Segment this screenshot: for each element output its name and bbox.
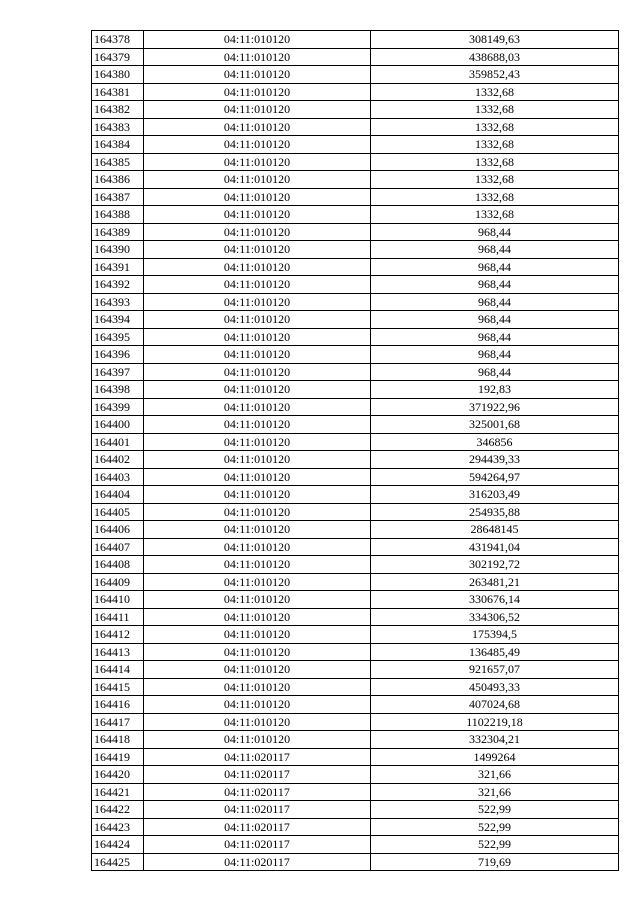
table-row (92, 293, 619, 311)
cadastral-code-cell: 04:11:010120 (144, 451, 371, 469)
amount-cell: 968,44 (371, 223, 619, 241)
amount-cell: 294439,33 (371, 451, 619, 469)
table-row (92, 643, 619, 661)
table-row (92, 276, 619, 294)
row-id-cell: 164401 (92, 433, 144, 451)
amount-cell: 192,83 (371, 381, 619, 399)
table-row (92, 223, 619, 241)
amount-cell: 719,69 (371, 853, 619, 871)
cadastral-code-cell: 04:11:020117 (144, 801, 371, 819)
table-row (92, 678, 619, 696)
table-row (92, 416, 619, 434)
table-row (92, 118, 619, 136)
amount-cell: 968,44 (371, 311, 619, 329)
cadastral-code-cell: 04:11:010120 (144, 136, 371, 154)
table-row (92, 713, 619, 731)
amount-cell: 332304,21 (371, 731, 619, 749)
cadastral-code-cell: 04:11:010120 (144, 293, 371, 311)
amount-cell: 1499264 (371, 748, 619, 766)
row-id-cell: 164406 (92, 521, 144, 539)
cadastral-code-cell: 04:11:020117 (144, 748, 371, 766)
table-row (92, 783, 619, 801)
table-row (92, 398, 619, 416)
amount-cell: 1332,68 (371, 101, 619, 119)
row-id-cell: 164387 (92, 188, 144, 206)
row-id-cell: 164393 (92, 293, 144, 311)
amount-cell: 522,99 (371, 836, 619, 854)
row-id-cell: 164404 (92, 486, 144, 504)
amount-cell: 968,44 (371, 293, 619, 311)
row-id-cell: 164392 (92, 276, 144, 294)
amount-cell: 594264,97 (371, 468, 619, 486)
row-id-cell: 164419 (92, 748, 144, 766)
table-row (92, 311, 619, 329)
row-id-cell: 164407 (92, 538, 144, 556)
row-id-cell: 164408 (92, 556, 144, 574)
row-id-cell: 164379 (92, 48, 144, 66)
table-row (92, 696, 619, 714)
amount-cell: 254935,88 (371, 503, 619, 521)
cadastral-code-cell: 04:11:020117 (144, 818, 371, 836)
amount-cell: 921657,07 (371, 661, 619, 679)
amount-cell: 330676,14 (371, 591, 619, 609)
cadastral-code-cell: 04:11:010120 (144, 223, 371, 241)
cadastral-code-cell: 04:11:010120 (144, 591, 371, 609)
amount-cell: 407024,68 (371, 696, 619, 714)
amount-cell: 28648145 (371, 521, 619, 539)
table-row (92, 363, 619, 381)
table-row (92, 556, 619, 574)
table-row (92, 451, 619, 469)
cadastral-code-cell: 04:11:010120 (144, 171, 371, 189)
cadastral-code-cell: 04:11:010120 (144, 188, 371, 206)
row-id-cell: 164390 (92, 241, 144, 259)
row-id-cell: 164398 (92, 381, 144, 399)
row-id-cell: 164395 (92, 328, 144, 346)
amount-cell: 968,44 (371, 346, 619, 364)
amount-cell: 1102219,18 (371, 713, 619, 731)
row-id-cell: 164378 (92, 31, 144, 49)
row-id-cell: 164421 (92, 783, 144, 801)
amount-cell: 325001,68 (371, 416, 619, 434)
row-id-cell: 164389 (92, 223, 144, 241)
amount-cell: 450493,33 (371, 678, 619, 696)
row-id-cell: 164414 (92, 661, 144, 679)
row-id-cell: 164399 (92, 398, 144, 416)
table-row (92, 171, 619, 189)
row-id-cell: 164413 (92, 643, 144, 661)
cadastral-code-cell: 04:11:010120 (144, 538, 371, 556)
row-id-cell: 164405 (92, 503, 144, 521)
cadastral-code-cell: 04:11:010120 (144, 328, 371, 346)
table-row (92, 66, 619, 84)
row-id-cell: 164396 (92, 346, 144, 364)
amount-cell: 968,44 (371, 276, 619, 294)
cadastral-code-cell: 04:11:010120 (144, 503, 371, 521)
table-row (92, 468, 619, 486)
cadastral-code-cell: 04:11:010120 (144, 608, 371, 626)
amount-cell: 968,44 (371, 241, 619, 259)
amount-cell: 346856 (371, 433, 619, 451)
cadastral-code-cell: 04:11:010120 (144, 66, 371, 84)
table-row (92, 241, 619, 259)
row-id-cell: 164380 (92, 66, 144, 84)
cadastral-code-cell: 04:11:010120 (144, 661, 371, 679)
row-id-cell: 164386 (92, 171, 144, 189)
cadastral-code-cell: 04:11:020117 (144, 766, 371, 784)
row-id-cell: 164411 (92, 608, 144, 626)
row-id-cell: 164388 (92, 206, 144, 224)
row-id-cell: 164402 (92, 451, 144, 469)
table-row (92, 188, 619, 206)
cadastral-code-cell: 04:11:010120 (144, 643, 371, 661)
table-row (92, 136, 619, 154)
amount-cell: 263481,21 (371, 573, 619, 591)
table-row (92, 346, 619, 364)
amount-cell: 1332,68 (371, 206, 619, 224)
table-row (92, 608, 619, 626)
amount-cell: 1332,68 (371, 118, 619, 136)
amount-cell: 334306,52 (371, 608, 619, 626)
amount-cell: 321,66 (371, 783, 619, 801)
amount-cell: 968,44 (371, 258, 619, 276)
table-row (92, 258, 619, 276)
row-id-cell: 164403 (92, 468, 144, 486)
amount-cell: 522,99 (371, 801, 619, 819)
table-row (92, 818, 619, 836)
cadastral-code-cell: 04:11:010120 (144, 573, 371, 591)
amount-cell: 321,66 (371, 766, 619, 784)
cadastral-code-cell: 04:11:010120 (144, 101, 371, 119)
table-row (92, 433, 619, 451)
amount-cell: 1332,68 (371, 171, 619, 189)
table-row (92, 801, 619, 819)
cadastral-code-cell: 04:11:010120 (144, 363, 371, 381)
cadastral-code-cell: 04:11:010120 (144, 731, 371, 749)
row-id-cell: 164397 (92, 363, 144, 381)
data-table (91, 30, 619, 871)
amount-cell: 371922,96 (371, 398, 619, 416)
table-row (92, 153, 619, 171)
row-id-cell: 164416 (92, 696, 144, 714)
amount-cell: 1332,68 (371, 83, 619, 101)
cadastral-code-cell: 04:11:010120 (144, 433, 371, 451)
row-id-cell: 164409 (92, 573, 144, 591)
table-row (92, 731, 619, 749)
table-row (92, 83, 619, 101)
table-row (92, 381, 619, 399)
cadastral-code-cell: 04:11:010120 (144, 153, 371, 171)
cadastral-code-cell: 04:11:010120 (144, 206, 371, 224)
cadastral-code-cell: 04:11:010120 (144, 276, 371, 294)
cadastral-code-cell: 04:11:010120 (144, 381, 371, 399)
table-row (92, 503, 619, 521)
cadastral-code-cell: 04:11:010120 (144, 713, 371, 731)
table-row (92, 836, 619, 854)
cadastral-code-cell: 04:11:010120 (144, 416, 371, 434)
amount-cell: 1332,68 (371, 136, 619, 154)
cadastral-code-cell: 04:11:010120 (144, 83, 371, 101)
table-row (92, 521, 619, 539)
table-row (92, 486, 619, 504)
cadastral-code-cell: 04:11:020117 (144, 783, 371, 801)
cadastral-code-cell: 04:11:010120 (144, 556, 371, 574)
cadastral-code-cell: 04:11:010120 (144, 31, 371, 49)
table-row (92, 206, 619, 224)
table-row (92, 31, 619, 49)
table-row (92, 48, 619, 66)
amount-cell: 968,44 (371, 328, 619, 346)
row-id-cell: 164383 (92, 118, 144, 136)
row-id-cell: 164385 (92, 153, 144, 171)
amount-cell: 308149,63 (371, 31, 619, 49)
row-id-cell: 164420 (92, 766, 144, 784)
row-id-cell: 164394 (92, 311, 144, 329)
amount-cell: 302192,72 (371, 556, 619, 574)
table-row (92, 748, 619, 766)
row-id-cell: 164412 (92, 626, 144, 644)
table-body (92, 31, 619, 871)
row-id-cell: 164381 (92, 83, 144, 101)
row-id-cell: 164400 (92, 416, 144, 434)
cadastral-code-cell: 04:11:010120 (144, 258, 371, 276)
cadastral-code-cell: 04:11:010120 (144, 521, 371, 539)
table-row (92, 626, 619, 644)
cadastral-code-cell: 04:11:010120 (144, 468, 371, 486)
table-row (92, 328, 619, 346)
amount-cell: 136485,49 (371, 643, 619, 661)
cadastral-code-cell: 04:11:020117 (144, 853, 371, 871)
row-id-cell: 164425 (92, 853, 144, 871)
cadastral-code-cell: 04:11:020117 (144, 836, 371, 854)
row-id-cell: 164415 (92, 678, 144, 696)
table-row (92, 853, 619, 871)
table-row (92, 766, 619, 784)
amount-cell: 968,44 (371, 363, 619, 381)
amount-cell: 438688,03 (371, 48, 619, 66)
table-row (92, 538, 619, 556)
table-row (92, 591, 619, 609)
amount-cell: 316203,49 (371, 486, 619, 504)
table-row (92, 573, 619, 591)
row-id-cell: 164418 (92, 731, 144, 749)
row-id-cell: 164382 (92, 101, 144, 119)
row-id-cell: 164423 (92, 818, 144, 836)
amount-cell: 1332,68 (371, 188, 619, 206)
table-row (92, 101, 619, 119)
cadastral-code-cell: 04:11:010120 (144, 118, 371, 136)
cadastral-code-cell: 04:11:010120 (144, 346, 371, 364)
table-row (92, 661, 619, 679)
cadastral-code-cell: 04:11:010120 (144, 486, 371, 504)
amount-cell: 359852,43 (371, 66, 619, 84)
cadastral-code-cell: 04:11:010120 (144, 398, 371, 416)
cadastral-code-cell: 04:11:010120 (144, 241, 371, 259)
cadastral-code-cell: 04:11:010120 (144, 678, 371, 696)
amount-cell: 175394,5 (371, 626, 619, 644)
cadastral-code-cell: 04:11:010120 (144, 626, 371, 644)
cadastral-code-cell: 04:11:010120 (144, 696, 371, 714)
row-id-cell: 164410 (92, 591, 144, 609)
row-id-cell: 164384 (92, 136, 144, 154)
amount-cell: 431941,04 (371, 538, 619, 556)
row-id-cell: 164417 (92, 713, 144, 731)
cadastral-code-cell: 04:11:010120 (144, 48, 371, 66)
row-id-cell: 164422 (92, 801, 144, 819)
amount-cell: 1332,68 (371, 153, 619, 171)
cadastral-code-cell: 04:11:010120 (144, 311, 371, 329)
row-id-cell: 164391 (92, 258, 144, 276)
row-id-cell: 164424 (92, 836, 144, 854)
amount-cell: 522,99 (371, 818, 619, 836)
